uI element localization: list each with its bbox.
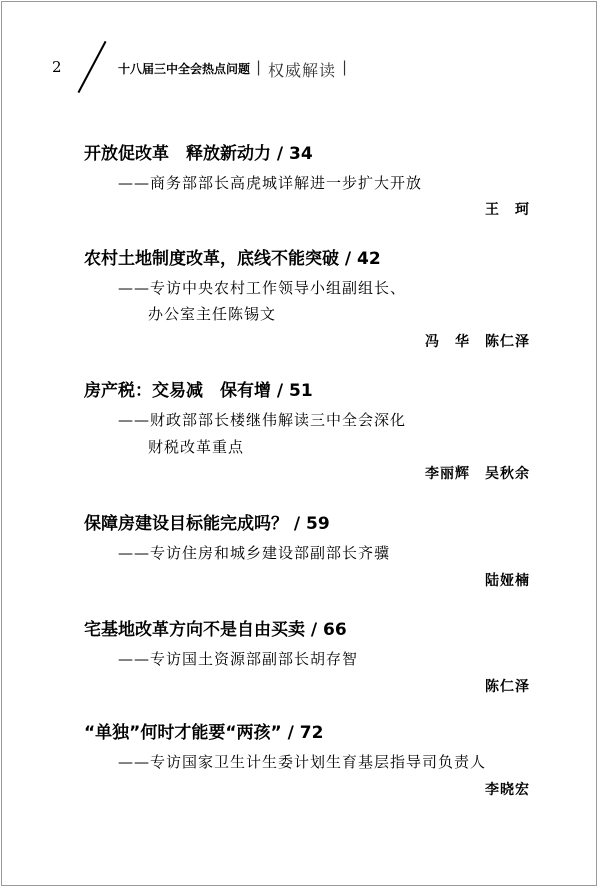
entry-subtitle: ——专访中央农村工作领导小组副组长、 <box>118 279 407 297</box>
entry-title[interactable]: 农村土地制度改革，底线不能突破 / 42 <box>84 249 381 269</box>
entry-subtitle: ——财政部部长楼继伟解读三中全会深化 <box>118 411 407 429</box>
entry-title[interactable]: 开放促改革 释放新动力 / 34 <box>84 144 313 164</box>
entry-subtitle: ——专访住房和城乡建设部副部长齐骥 <box>118 544 391 562</box>
entry-subtitle: ——商务部部长高虎城详解进一步扩大开放 <box>118 174 423 192</box>
header-slash-divider <box>78 41 107 93</box>
entry-subtitle-continued: 财税改革重点 <box>148 438 245 456</box>
section-name: 权威解读 <box>268 61 337 80</box>
entry-title[interactable]: 房产税：交易减 保有增 / 51 <box>84 381 313 401</box>
entry-author: 李丽辉 吴秋余 <box>425 466 530 482</box>
entry-author: 王 珂 <box>485 202 530 218</box>
running-title: 十八届三中全会热点问题 <box>118 62 251 76</box>
header-separator-left: | <box>256 58 262 76</box>
page-number: 2 <box>52 58 62 76</box>
entry-subtitle: ——专访国土资源部副部长胡存智 <box>118 650 359 668</box>
entry-author: 陈仁泽 <box>485 679 530 695</box>
entry-author: 李晓宏 <box>485 782 530 798</box>
header-separator-right: | <box>342 58 348 76</box>
entry-author: 冯 华 陈仁泽 <box>425 334 530 350</box>
entry-title[interactable]: 保障房建设目标能完成吗？ / 59 <box>84 514 330 534</box>
entry-title[interactable]: “单独”何时才能要“两孩” / 72 <box>84 723 324 743</box>
entry-subtitle: ——专访国家卫生计生委计划生育基层指导司负责人 <box>118 753 487 771</box>
entry-title[interactable]: 宅基地改革方向不是自由买卖 / 66 <box>84 620 347 640</box>
entry-author: 陆娅楠 <box>485 573 530 589</box>
entry-subtitle-continued: 办公室主任陈锡文 <box>148 305 277 323</box>
